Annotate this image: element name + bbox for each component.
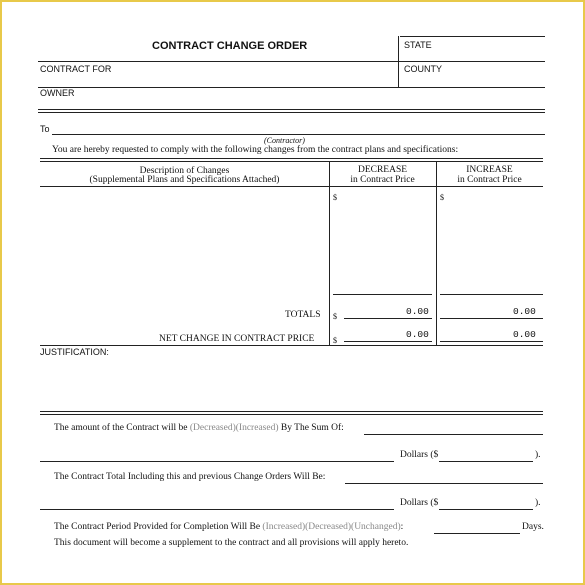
table-bottom-rule <box>40 345 543 346</box>
contractor-caption: (Contractor) <box>264 136 305 145</box>
net-decrease-field[interactable] <box>344 341 432 342</box>
contract-for-rule <box>38 87 545 88</box>
totals-increase-field[interactable] <box>440 318 543 319</box>
period-days-label: Days. <box>522 522 544 532</box>
justification-rule-2 <box>40 414 543 415</box>
total-dollars-label: Dollars ($ <box>400 498 439 508</box>
net-increase-value: 0.00 <box>513 329 536 340</box>
period-days-field[interactable] <box>434 533 520 534</box>
title-rule <box>38 61 545 62</box>
state-top-rule <box>400 36 545 37</box>
desc-header-2: (Supplemental Plans and Specifications Attached) <box>89 175 280 185</box>
desc-header-1: Description of Changes <box>139 166 230 176</box>
totals-decrease-field[interactable] <box>344 318 432 319</box>
amount-dollars-label: Dollars ($ <box>400 450 439 460</box>
form-title: CONTRACT CHANGE ORDER <box>152 40 308 52</box>
owner-label: OWNER <box>40 88 75 98</box>
amount-dollars-field[interactable] <box>439 461 533 462</box>
total-sum-field[interactable] <box>345 483 543 484</box>
state-label: STATE <box>404 40 432 50</box>
amount-words-field[interactable] <box>40 461 394 462</box>
table-top-rule-1 <box>40 158 543 159</box>
period-colon: : <box>400 522 404 532</box>
owner-rule-1 <box>38 109 545 110</box>
total-words-field[interactable] <box>40 509 394 510</box>
footer-text: This document will become a supplement to the contract and all provisions will apply hereto. <box>54 538 409 548</box>
period-sentence <box>54 522 403 532</box>
justification-rule-1 <box>40 411 543 412</box>
county-label: COUNTY <box>404 64 442 74</box>
period-unchanged-option[interactable]: (Unchanged) <box>351 522 401 532</box>
total-dollars-close: ). <box>535 498 541 508</box>
increase-currency: $ <box>440 193 444 202</box>
increase-header-2: in Contract Price <box>457 175 522 185</box>
amount-dollars-close: ). <box>535 450 541 460</box>
amount-increased-option[interactable]: (Increased) <box>235 423 279 433</box>
amount-sum-field[interactable] <box>364 434 543 435</box>
period-increased-option[interactable]: (Increased) <box>262 522 306 532</box>
contractor-field[interactable] <box>52 134 545 135</box>
contract-for-label: CONTRACT FOR <box>40 64 112 74</box>
table-divider-2 <box>436 161 437 345</box>
totals-label: TOTALS <box>285 310 321 320</box>
amount-decreased-option[interactable]: (Decreased) <box>189 423 236 433</box>
period-prefix: The Contract Period Provided for Completion Will Be <box>54 522 261 532</box>
decrease-currency: $ <box>333 193 337 202</box>
totals-increase-value: 0.00 <box>513 306 536 317</box>
net-decrease-value: 0.00 <box>406 329 429 340</box>
increase-header-1: INCREASE <box>466 165 513 175</box>
increase-subtotal-rule <box>440 294 543 295</box>
total-text: The Contract Total Including this and previous Change Orders Will Be: <box>54 472 326 482</box>
table-divider-1 <box>329 161 330 345</box>
amount-prefix: The amount of the Contract will be <box>54 423 188 433</box>
request-text: You are hereby requested to comply with the following changes from the contract plans and specifications: <box>52 145 459 155</box>
header-divider <box>398 36 399 88</box>
justification-label: JUSTIFICATION: <box>40 347 109 357</box>
totals-decrease-value: 0.00 <box>406 306 429 317</box>
decrease-header-1: DECREASE <box>357 165 408 175</box>
amount-suffix: By The Sum Of: <box>280 423 344 433</box>
net-increase-field[interactable] <box>440 341 543 342</box>
amount-sentence <box>54 423 344 433</box>
to-label: To <box>40 124 50 134</box>
table-header-rule <box>40 186 543 187</box>
owner-rule-2 <box>38 112 545 113</box>
net-change-label: NET CHANGE IN CONTRACT PRICE <box>159 334 315 344</box>
net-decrease-currency: $ <box>333 336 337 345</box>
total-dollars-field[interactable] <box>439 509 533 510</box>
decrease-header-2: in Contract Price <box>350 175 415 185</box>
decrease-subtotal-rule <box>333 294 432 295</box>
period-decreased-option[interactable]: (Decreased) <box>305 522 352 532</box>
totals-decrease-currency: $ <box>333 312 337 321</box>
table-top-rule-2 <box>40 161 543 162</box>
